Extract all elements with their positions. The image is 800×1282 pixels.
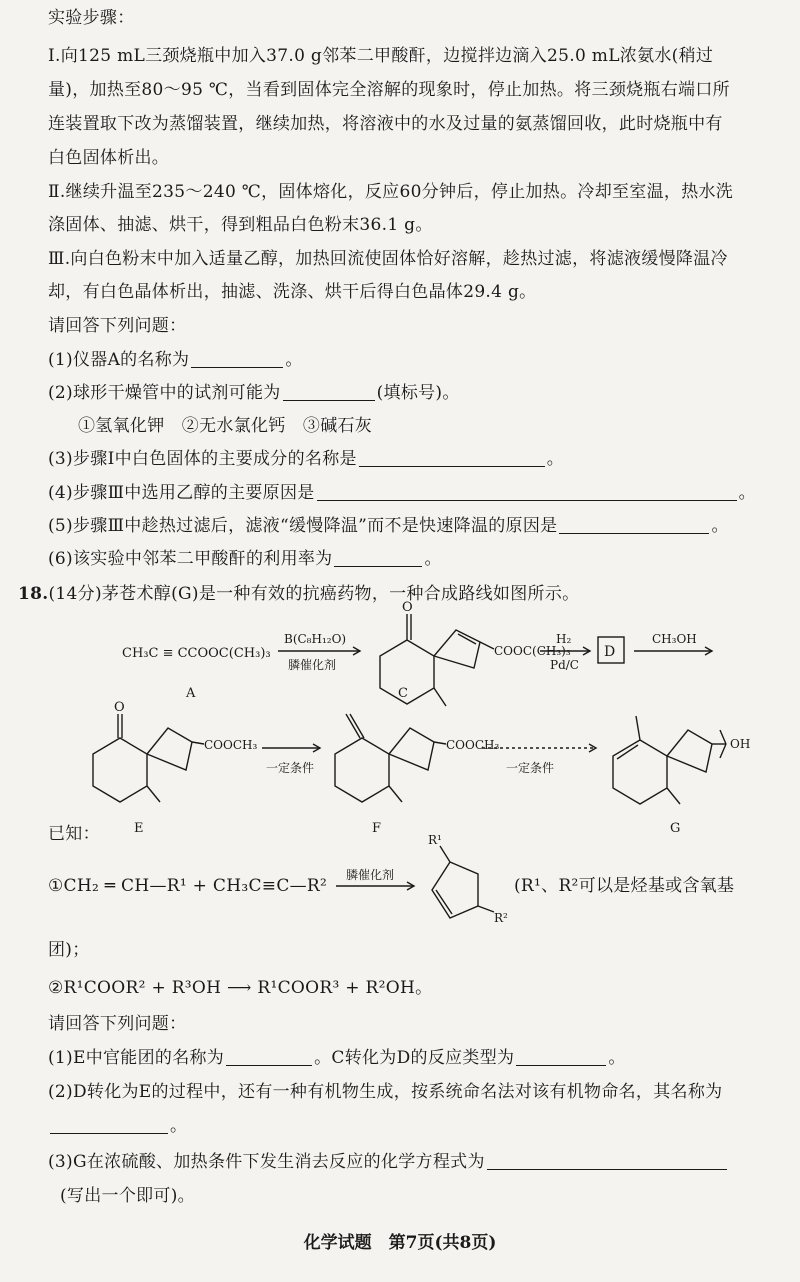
known1-note: (R¹、R²可以是烃基或含氧基 xyxy=(514,876,735,896)
g-oh-label: OH xyxy=(730,737,751,751)
q17-item6-text: (6)该实验中邻苯二甲酸酐的利用率为 xyxy=(48,549,333,569)
q18-title-text: (14分)茅苍术醇(G)是一种有效的抗癌药物，一种合成路线如图所示。 xyxy=(48,584,580,604)
h2-label: H₂ xyxy=(556,632,572,646)
answer-blank[interactable] xyxy=(487,1151,727,1170)
q18-item1 xyxy=(48,1046,626,1070)
answer-blank[interactable] xyxy=(226,1047,312,1066)
q18-item2-cont xyxy=(48,1114,187,1138)
q17-prompt: 请回答下列问题： xyxy=(48,316,187,336)
answer-blank[interactable] xyxy=(50,1115,168,1134)
c-carbonyl-o: O xyxy=(402,600,413,615)
known-header: 已知： xyxy=(48,824,100,844)
known1-catalyst: 膦催化剂 xyxy=(346,868,395,882)
q18-prompt: 请回答下列问题： xyxy=(48,1014,187,1034)
known1-left: ①CH₂ ═ CH—R¹ + CH₃C≡C—R² xyxy=(48,876,328,896)
q18-item3-cont: (写出一个即可)。 xyxy=(60,1186,195,1206)
phosphine-catalyst-label: 膦催化剂 xyxy=(288,658,337,672)
q18-item1-mid: 。C转化为D的反应类型为 xyxy=(314,1048,515,1068)
step1-line2: 量)，加热至80～95 ℃，当看到固体完全溶解的现象时，停止加热。将三颈烧瓶右端口所 xyxy=(48,80,730,100)
answer-blank[interactable] xyxy=(516,1047,606,1066)
steps-header: 实验步骤： xyxy=(48,8,135,28)
label-c: C xyxy=(398,686,408,701)
q17-item4-text: (4)步骤Ⅲ中选用乙醇的主要原因是 xyxy=(48,483,315,503)
label-f: F xyxy=(372,821,382,836)
reagent-b-label: B(C₈H₁₂O) xyxy=(284,632,347,646)
e-carbonyl-o: O xyxy=(114,700,125,715)
structure-known-cyclopentene xyxy=(432,846,494,918)
pd-c-label: Pd/C xyxy=(550,658,579,672)
step3-line1: Ⅲ.向白色粉末中加入适量乙醇，加热回流使固体恰好溶解，趁热过滤，将滤液缓慢降温冷 xyxy=(48,249,728,269)
step2-line2: 涤固体、抽滤、烘干，得到粗品白色粉末36.1 g。 xyxy=(48,215,433,235)
q17-item3-text: (3)步骤Ⅰ中白色固体的主要成分的名称是 xyxy=(48,449,357,469)
step1-line3: 连装置取下改为蒸馏装置，继续加热，将溶液中的水及过量的氨蒸馏回收，此时烧瓶中有 xyxy=(48,114,723,134)
step3-line2: 却，有白色晶体析出，抽滤、洗涤、烘干后得白色晶体29.4 g。 xyxy=(48,282,537,302)
q18-item2-end: 。 xyxy=(170,1116,188,1136)
q17-item5-end: 。 xyxy=(711,516,729,536)
q18-item1-text: (1)E中官能团的名称为 xyxy=(48,1048,225,1068)
structure-f xyxy=(335,714,446,802)
step2-line1: Ⅱ.继续升温至235～240 ℃，固体熔化，反应60分钟后，停止加热。冷却至室温，热水洗 xyxy=(48,182,734,202)
q18-item1-end: 。 xyxy=(608,1048,626,1068)
known1-note-cont: 团)； xyxy=(48,940,90,960)
label-e: E xyxy=(134,821,144,836)
e-ester-label: COOCH₃ xyxy=(204,738,258,752)
q17-item6-end: 。 xyxy=(424,549,442,569)
condition-label-1: 一定条件 xyxy=(266,761,315,775)
label-g: G xyxy=(670,821,681,836)
step1-line4: 白色固体析出。 xyxy=(48,148,170,168)
q17-item3-end: 。 xyxy=(546,449,565,469)
known1-r2: R² xyxy=(494,911,508,925)
structure-g xyxy=(613,716,726,804)
q18-item2: (2)D转化为E的过程中，还有一种有机物生成，按系统命名法对该有机物命名，其名称为 xyxy=(48,1082,723,1102)
q17-item4-end: 。 xyxy=(738,483,756,503)
compound-a-formula: CH₃C ≡ CCOOC(CH₃)₃ xyxy=(122,646,271,661)
q17-item2-text: (2)球形干燥管中的试剂可能为 xyxy=(48,383,281,403)
c-ester-label: COOC(CH₃)₃ xyxy=(494,644,571,658)
label-a: A xyxy=(186,686,196,701)
compound-d-label: D xyxy=(604,644,616,660)
methanol-label: CH₃OH xyxy=(652,632,697,646)
condition-label-2: 一定条件 xyxy=(506,761,555,775)
q17-item2-options: ①氢氧化钾 ②无水氯化钙 ③碱石灰 xyxy=(78,416,373,436)
q18-item3 xyxy=(48,1150,729,1174)
q17-item2-end: (填标号)。 xyxy=(376,383,460,403)
q17-item5-text: (5)步骤Ⅲ中趁热过滤后，滤液“缓慢降温”而不是快速降温的原因是 xyxy=(48,516,558,536)
q17-item1-text: (1)仪器A的名称为 xyxy=(48,350,190,370)
structure-e xyxy=(93,714,204,802)
known1-r1: R¹ xyxy=(428,833,442,847)
f-ester-label: COOCH₃ xyxy=(446,738,500,752)
page-footer: 化学试题 第7页(共8页) xyxy=(303,1233,497,1253)
q18-item3-text: (3)G在浓硫酸、加热条件下发生消去反应的化学方程式为 xyxy=(48,1152,485,1172)
known2: ②R¹COOR² + R³OH ⟶ R¹COOR³ + R²OH。 xyxy=(48,978,433,998)
step1-line1: Ⅰ.向125 mL三颈烧瓶中加入37.0 g邻苯二甲酸酐，边搅拌边滴入25.0 mL浓氨水(稍过 xyxy=(48,46,714,66)
q17-item1-end: 。 xyxy=(285,350,303,370)
q18-number: 18. xyxy=(18,584,49,604)
